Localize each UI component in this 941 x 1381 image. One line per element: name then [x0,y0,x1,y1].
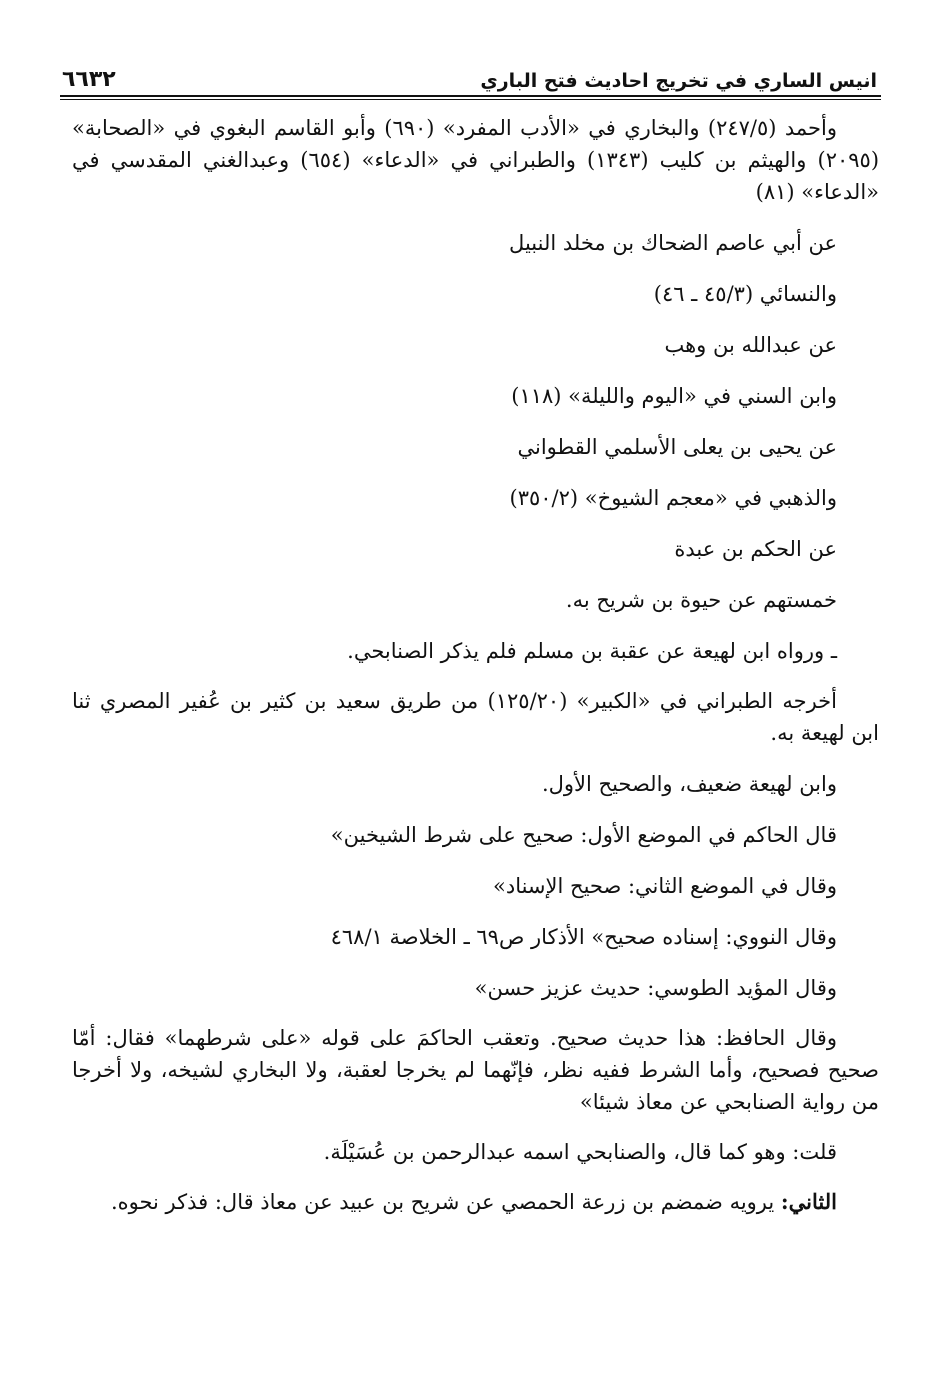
paragraph-14: وقال في الموضع الثاني: صحيح الإسناد» [493,874,837,898]
running-header [62,56,877,92]
paragraph-18: قلت: وهو كما قال، والصنابحي اسمه عبدالرحمن بن عُسَيْلَة. [323,1140,837,1164]
paragraph-2: عن أبي عاصم الضحاك بن مخلد النبيل [509,231,837,255]
paragraph-16: وقال المؤيد الطوسي: حديث عزيز حسن» [474,976,837,1000]
body-text [72,112,879,1218]
paragraph-9: خمستهم عن حيوة بن شريح به. [565,588,837,612]
paragraph-8: عن الحكم بن عبدة [674,537,837,561]
paragraph-15: وقال النووي: إسناده صحيح» الأذكار ص٦٩ ـ الخلاصة ٤٦٨/١ [330,925,837,949]
page-number: ٦٦٣٢ [62,67,116,92]
header-rule-thin [60,99,881,100]
paragraph-11: أخرجه الطبراني في «الكبير» (١٢٥/٢٠) من طريق سعيد بن كثير بن عُفير المصري ثنا ابن لهيعة به. [72,689,879,745]
paragraph-17: وقال الحافظ: هذا حديث صحيح. وتعقب الحاكمَ على قوله «على شرطهما» فقال: أمّا صحيح فصحيح، وأما الشرط ففيه نظر، فإنّهما لم يخرجا لعقبة، ولا البخاري لشيخه، ولا أخرجا من رواية الصنابحي عن معاذ شيئا» [72,1026,879,1114]
paragraph-3: والنسائي (٤٥/٣ ـ ٤٦) [653,282,837,306]
section-lead: الثاني: [780,1189,837,1214]
paragraph-13: قال الحاكم في الموضع الأول: صحيح على شرط الشيخين» [330,823,837,847]
paragraph-6: عن يحيى بن يعلى الأسلمي القطواني [517,435,837,459]
paragraph-5: وابن السني في «اليوم والليلة» (١١٨) [511,384,837,408]
paragraph-19-text: يرويه ضمضم بن زرعة الحمصي عن شريح بن عبيد عن معاذ قال: فذكر نحوه. [110,1190,781,1214]
paragraph-7: والذهبي في «معجم الشيوخ» (٣٥٠/٢) [509,486,837,510]
paragraph-1: وأحمد (٢٤٧/٥) والبخاري في «الأدب المفرد» (٦٩٠) وأبو القاسم البغوي في «الصحابة» (٢٠٩٥) والهيثم بن كليب (١٣٤٣) والطبراني في «الدعاء» (٦٥٤) وعبدالغني المقدسي في «الدعاء» (٨١) [72,116,880,204]
paragraph-19 [72,1186,879,1218]
paragraph-10: ـ ورواه ابن لهيعة عن عقبة بن مسلم فلم يذكر الصنابحي. [347,639,837,663]
book-title: انيس الساري في تخريج احاديث فتح الباري [480,70,877,92]
paragraph-12: وابن لهيعة ضعيف، والصحيح الأول. [541,772,837,796]
paragraph-4: عن عبدالله بن وهب [664,333,837,357]
header-rule [60,95,881,97]
